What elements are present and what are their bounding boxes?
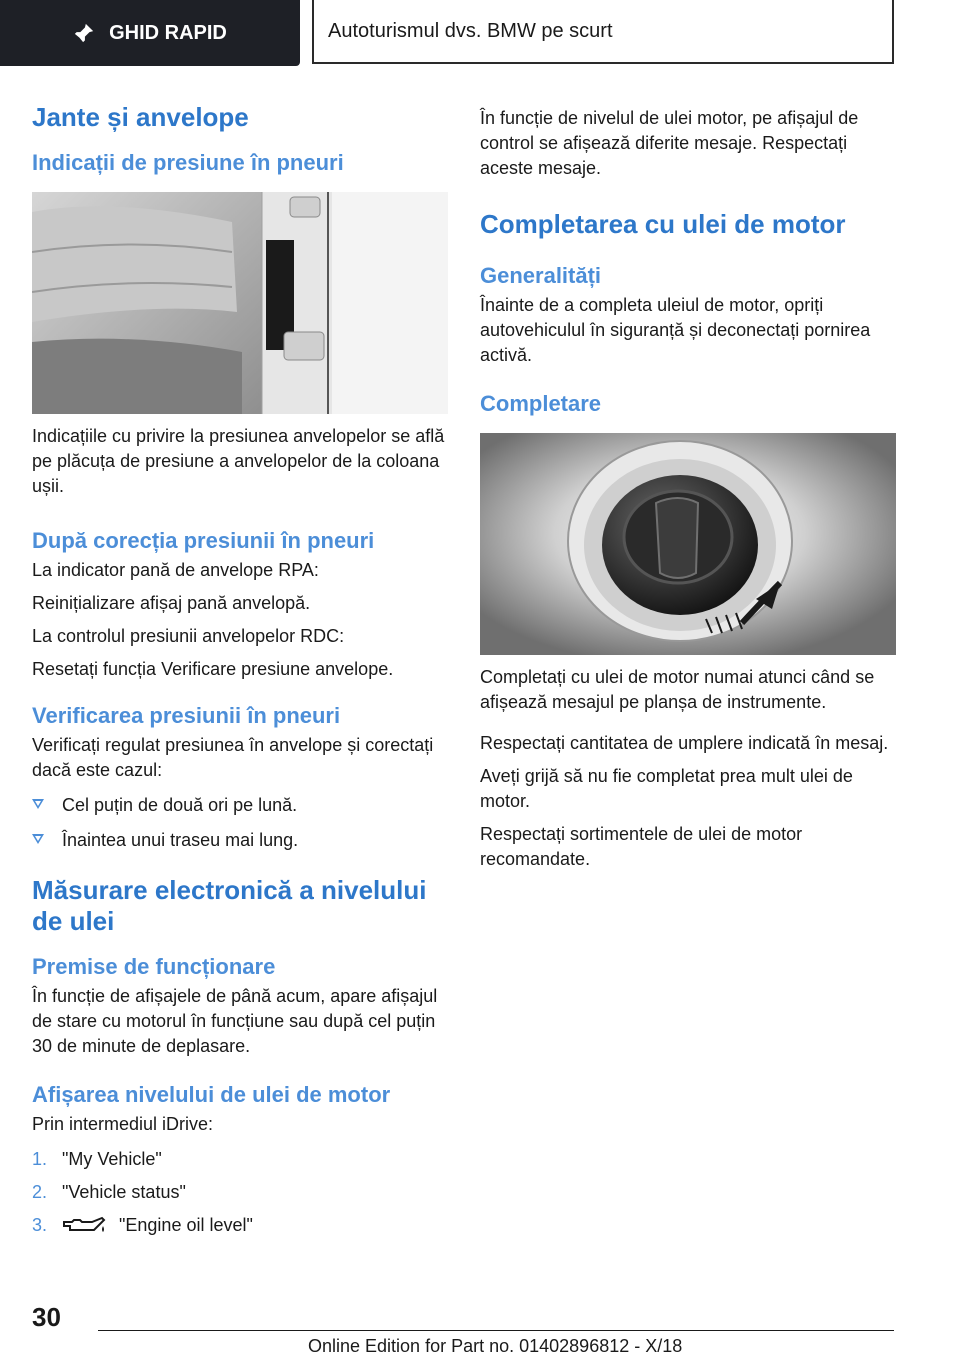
chapter-title-box [312,0,894,64]
chapter-title: Autoturismul dvs. BMW pe scurt [328,19,613,42]
display-intro: Prin intermediul iDrive: [32,1114,214,1134]
step-number: 1. [32,1149,48,1169]
list-item: Înaintea unui traseu mai lung. [32,828,450,853]
section-label: GHID RAPID [109,21,227,44]
prereq-text: În funcție de afișajele de până acum, apare afișajul de stare cu motorul în funcțiune sau după cel puțin 30 de minute de deplasare. [32,986,438,1056]
rpa-intro: La indicator pană de anvelope RPA: [32,560,319,580]
heading-general: Generalități [480,263,602,288]
page-header [0,0,960,66]
left-column [32,92,450,1238]
triangle-bullet-icon [32,799,44,809]
rdc-action: Resetați funcția Verificare presiune anvelope. [32,659,394,679]
rpa-action: Reinițializare afișaj pană anvelopă. [32,593,311,613]
edition-text: Online Edition for Part no. 01402896812 - X/18 [308,1336,683,1356]
triangle-bullet-icon [32,834,44,844]
oil-filler-cap-photo [480,433,896,655]
heading-pressure: Indicații de presiune în pneuri [32,150,344,175]
heading-refill: Completarea cu ulei de motor [480,209,846,239]
rdc-intro: La controlul presiunii anvelopelor RDC: [32,626,345,646]
quantity-text: Respectați cantitatea de umplere indicată în mesaj. [480,733,889,753]
list-item: Cel puțin de două ori pe lună. [32,793,450,818]
oil-can-icon [62,1216,106,1236]
step-number: 2. [32,1182,48,1202]
general-text: Înainte de a completa uleiul de motor, opriți autovehiculul în siguranță și deconectați pornirea activă. [480,295,871,365]
heading-oil-measure: Măsurare electronică a nivelului de ulei [32,875,427,936]
heading-check: Verificarea presiunii în pneuri [32,703,341,728]
step-number: 3. [32,1215,48,1235]
heading-prerequisites: Premise de funcționare [32,954,276,979]
page-number: 30 [32,1302,61,1332]
pin-icon [73,22,95,44]
refill-caption: Completați cu ulei de motor numai atunci când se afișează mesajul pe planșa de instrumente. [480,667,875,712]
check-text: Verificați regulat presiunea în anvelope și corectați dacă este cazul: [32,735,434,780]
oil-messages-text: În funcție de nivelul de ulei motor, pe afișajul de control se afișează diferite mesaje. Respectați aceste mesaje. [480,108,859,178]
section-tab[interactable] [0,0,300,66]
heading-tyres: Jante și anvelope [32,102,249,132]
step-item: 2. "Vehicle status" [32,1180,450,1205]
grades-text: Respectați sortimentele de ulei de motor recomandate. [480,824,803,869]
footer-divider [98,1330,894,1331]
heading-oil-display: Afișarea nivelului de ulei de motor [32,1082,391,1107]
overfill-text: Aveți grijă să nu fie completat prea mult ulei de motor. [480,766,853,811]
right-column [480,92,900,872]
step-item: 1. "My Vehicle" [32,1147,450,1172]
heading-after-correction: După corecția presiunii în pneuri [32,528,375,553]
pressure-caption: Indicațiile cu privire la presiunea anvelopelor se află pe plăcuța de presiune a anvelopelor de la coloana ușii. [32,426,445,496]
heading-refill-sub: Completare [480,391,602,416]
tyre-pressure-label-photo [32,192,448,414]
step-item: 3. "Engine oil level" [32,1213,450,1238]
